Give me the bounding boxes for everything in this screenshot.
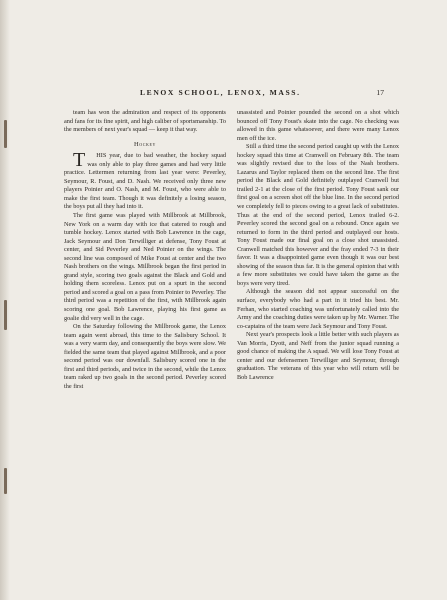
running-head: LENOX SCHOOL, LENOX, MASS. [140, 88, 301, 97]
paragraph: unassisted and Poinier pounded the second on a shot which bounced off Tony Foust's skate into the cage. No checking was allowed in this game whatsoever, and there were many Lenox men off the ice. [237, 109, 399, 142]
page-header [0, 88, 447, 102]
right-column [237, 109, 399, 383]
paragraph-with-dropcap [64, 149, 226, 212]
paragraph: On the Saturday following the Millbrook game, the Lenox team again went abroad, this time to the Salisbury School. It was a very warm day, and consequently the boys were slow. We fielded the same team that played against Millbrook, and a poor second period was our downfall. Salisbury scored one in the first and third periods, and twice in the second, while the Lenox team raked up two goals in the second period. Peverley scored the first [64, 323, 226, 390]
intro-paragraph: team has won the admiration and respect of its opponents and fans for its fine spirit, and high caliber of sportsmanship. To the members of next year's squad — keep it that way. [64, 109, 226, 134]
drop-cap: T [73, 149, 86, 172]
paragraph: Next year's prospects look a little better with such players as Van Morris, Dyott, and Neff from the junior squad running a good chance of making the A squad. We will lose Tony Foust at center and our defensemen Terwilliger and Seymour, through graduation. The veterans of this year who will return will be Bob Lawrence [237, 331, 399, 381]
paragraph: Although the season did not appear successful on the surface, everybody who had a part in it tried his best. Mr. Ferhan, who started coaching was unfortunately called into the Army and the coaching duties were taken up by Mr. Warner. The co-captains of the team were Jack Seymour and Tony Foust. [237, 288, 399, 330]
page-number: 17 [376, 88, 384, 97]
binding-mark [4, 300, 7, 330]
binding-mark [4, 468, 7, 494]
paragraph: The first game was played with Millbrook at Millbrook, New York on a warm day with ice that catered to rough and tumble hockey. Lenox started with Bob Lawrence in the cage, Jack Seymour and Don Terwilliger at defense, Tony Foust at center, and Sid Peverley and Ned Poinier on the wings. The second line was composed of Mike Foust at center and the two Nash brothers on the wings. Millbrook began the first period in grand style, scoring two goals against the Black and Gold and holding them scoreless. Lenox put on a spurt in the second period and scored a goal on a pass from Poinier to Peverley. The third period was a repetition of the first, with Millbrook again scoring one goal. Bob Lawrence, playing his first game as goalie did very well in the cage. [64, 212, 226, 322]
left-column [64, 109, 226, 392]
section-heading: Hockey [134, 140, 156, 148]
paragraph-text: HIS year, due to bad weather, the hockey squad was only able to play three games and had very little practice. Lettermen returning from last year were: Peverley, Seymour, R. Foust, and D. Nash. We received only three new players Poinier and O. Nash, and M. Foust, who were able to make the first team. Though it was definitely a losing season, the boys put all they had into it. [64, 152, 226, 211]
binding-mark [4, 120, 7, 148]
paragraph: Still a third time the second period caught up with the Lenox hockey squad this time at Cranwell on February 8th. The team was slightly revised due to the loss of the Nash brothers. Lazarus and Taylor replaced them on the second line. The first period the Black and Gold definitely outplayed Cranwell but trailed 2-1 at the close of the first period. Tony Foust sank our first goal on a screen shot off the blue line. In the second period we completely fell to pieces owing to a great lack of substitutes. Thus at the end of the second period, Lenox trailed 6-2. Peverley scored the second goal on a rebound. Once again we returned to form in the third period and outplayed our hosts. Tony Foust made our final goal on a close shot unassisted. Cranwell matched this however and the fray ended 7-3 in their favor. It was a disappointed game even though it was our best showing of the season thus far. It is the general opinion that with a few more substitutes we could have taken the game as the boys were very tired. [237, 143, 399, 287]
